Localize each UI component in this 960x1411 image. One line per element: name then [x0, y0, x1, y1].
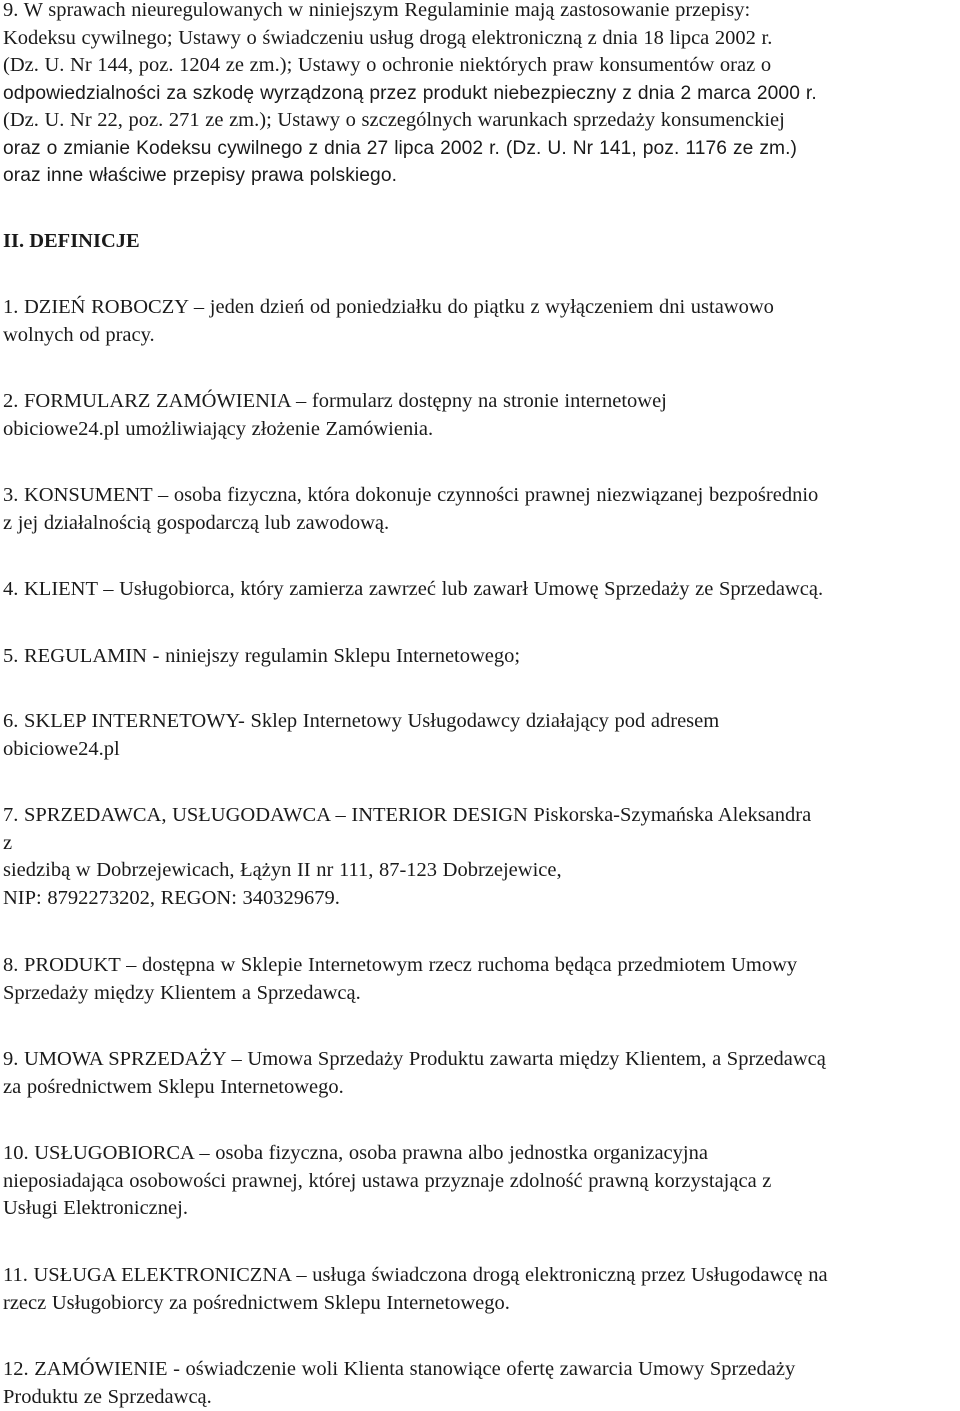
definition-6 [3, 708, 957, 763]
definition-line: nieposiadająca osobowości prawnej, której ustawa przyznaje zdolność prawną korzystająca z [3, 1168, 957, 1196]
definition-line: z [3, 830, 957, 858]
definition-line: 6. SKLEP INTERNETOWY- Sklep Internetowy Usługodawcy działający pod adresem [3, 708, 957, 736]
paragraph-line: (Dz. U. Nr 22, poz. 271 ze zm.); Ustawy o szczególnych warunkach sprzedaży konsumenckiej [3, 107, 957, 135]
paragraph-line: 9. W sprawach nieuregulowanych w niniejszym Regulaminie mają zastosowanie przepisy: [3, 0, 957, 25]
definition-12 [3, 1356, 957, 1411]
definition-11 [3, 1262, 957, 1317]
definition-line: 11. USŁUGA ELEKTRONICZNA – usługa świadczona drogą elektroniczną przez Usługodawcę na [3, 1262, 957, 1290]
paragraph-line: oraz o zmianie Kodeksu cywilnego z dnia 27 lipca 2002 r. (Dz. U. Nr 141, poz. 1176 ze zm.) [3, 135, 957, 163]
section-heading-definitions [3, 228, 957, 255]
definition-7 [3, 802, 957, 912]
section-heading: II. DEFINICJE [3, 228, 957, 255]
definition-2 [3, 388, 957, 443]
section-9-paragraph [3, 0, 957, 190]
definition-line: 8. PRODUKT – dostępna w Sklepie Internetowym rzecz ruchoma będąca przedmiotem Umowy [3, 952, 957, 980]
definition-9 [3, 1046, 957, 1101]
definition-8 [3, 952, 957, 1007]
definition-line: NIP: 8792273202, REGON: 340329679. [3, 885, 957, 913]
paragraph-line: oraz inne właściwe przepisy prawa polskiego. [3, 162, 957, 190]
definition-line: obiciowe24.pl [3, 736, 957, 764]
definition-line: rzecz Usługobiorcy za pośrednictwem Sklepu Internetowego. [3, 1290, 957, 1318]
definition-line: 12. ZAMÓWIENIE - oświadczenie woli Klienta stanowiące ofertę zawarcia Umowy Sprzedaży [3, 1356, 957, 1384]
definition-10 [3, 1140, 957, 1223]
definition-4 [3, 576, 957, 604]
paragraph-line: odpowiedzialności za szkodę wyrządzoną przez produkt niebezpieczny z dnia 2 marca 2000 r. [3, 80, 957, 108]
definition-line: 1. DZIEŃ ROBOCZY – jeden dzień od poniedziałku do piątku z wyłączeniem dni ustawowo [3, 294, 957, 322]
definition-5 [3, 643, 957, 671]
definition-line: 9. UMOWA SPRZEDAŻY – Umowa Sprzedaży Produktu zawarta między Klientem, a Sprzedawcą [3, 1046, 957, 1074]
definition-line: 2. FORMULARZ ZAMÓWIENIA – formularz dostępny na stronie internetowej [3, 388, 957, 416]
definition-line: 4. KLIENT – Usługobiorca, który zamierza zawrzeć lub zawarł Umowę Sprzedaży ze Sprzedawcą. [3, 576, 957, 604]
definition-line: 10. USŁUGOBIORCA – osoba fizyczna, osoba prawna albo jednostka organizacyjna [3, 1140, 957, 1168]
paragraph-line: (Dz. U. Nr 144, poz. 1204 ze zm.); Ustawy o ochronie niektórych praw konsumentów oraz o [3, 52, 957, 80]
definition-line: 3. KONSUMENT – osoba fizyczna, która dokonuje czynności prawnej niezwiązanej bezpośrednio [3, 482, 957, 510]
definition-line: obiciowe24.pl umożliwiający złożenie Zamówienia. [3, 416, 957, 444]
definition-line: 5. REGULAMIN - niniejszy regulamin Sklepu Internetowego; [3, 643, 957, 671]
definition-line: Produktu ze Sprzedawcą. [3, 1384, 957, 1411]
definition-1 [3, 294, 957, 349]
definition-line: za pośrednictwem Sklepu Internetowego. [3, 1074, 957, 1102]
paragraph-line: Kodeksu cywilnego; Ustawy o świadczeniu usług drogą elektroniczną z dnia 18 lipca 2002 r. [3, 25, 957, 53]
definition-line: 7. SPRZEDAWCA, USŁUGODAWCA – INTERIOR DESIGN Piskorska-Szymańska Aleksandra [3, 802, 957, 830]
definition-line: Usługi Elektronicznej. [3, 1195, 957, 1223]
definition-line: z jej działalnością gospodarczą lub zawodową. [3, 510, 957, 538]
definition-3 [3, 482, 957, 537]
definition-line: wolnych od pracy. [3, 322, 957, 350]
definition-line: Sprzedaży między Klientem a Sprzedawcą. [3, 980, 957, 1008]
definition-line: siedzibą w Dobrzejewicach, Łążyn II nr 111, 87-123 Dobrzejewice, [3, 857, 957, 885]
